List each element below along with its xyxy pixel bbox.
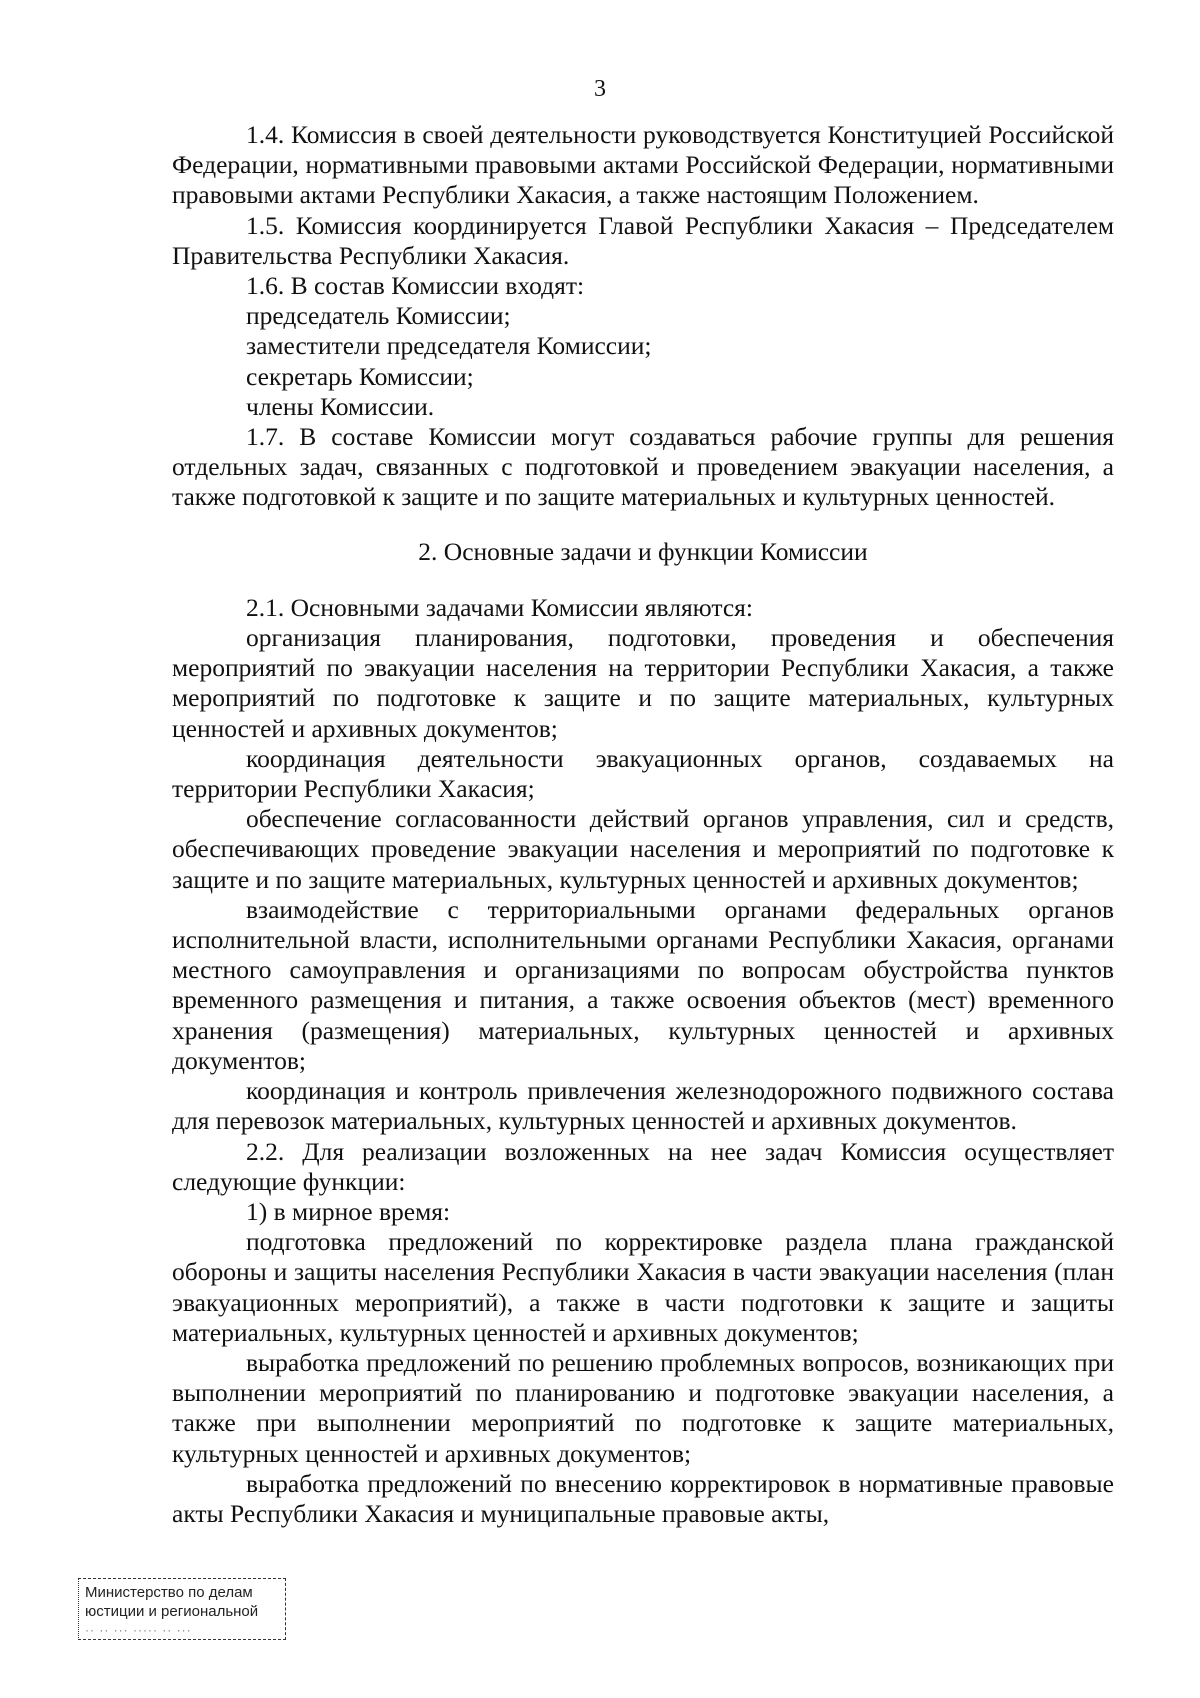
task-item: координация деятельности эвакуационных органов, создаваемых на территории Республики Хакасия; [172, 743, 1114, 804]
task-item: координация и контроль привлечения железнодорожного подвижного состава для перевозок материальных, культурных ценностей и архивных документов. [172, 1076, 1114, 1136]
paragraph-1-4: 1.4. Комиссия в своей деятельности руководствуется Конституцией Российской Федерации, нормативными правовыми актами Российской Федерации, нормативными правовыми актами Республики Хакасия, а также настоящим Положением. [172, 120, 1114, 210]
list-item-chairman: председатель Комиссии; [246, 301, 511, 331]
paragraph-1-5: 1.5. Комиссия координируется Главой Республики Хакасия – Председателем Правительства Республики Хакасия. [172, 210, 1114, 270]
function-item: выработка предложений по внесению корректировок в нормативные правовые акты Республики Хакасия и муниципальные правовые акты, [172, 1468, 1114, 1528]
paragraph-1-6: 1.6. В состав Комиссии входят: [246, 271, 585, 301]
list-item-members: члены Комиссии. [246, 391, 435, 421]
document-body [172, 120, 1114, 1529]
registration-stamp [78, 1578, 286, 1640]
paragraph-2-2: 2.2. Для реализации возложенных на нее задач Комиссия осуществляет следующие функции: [172, 1136, 1114, 1196]
task-item: взаимодействие с территориальными органами федеральных органов исполнительной власти, исполнительными органами Республики Хакасия, органами местного самоуправления и организациями по вопросам обустройства пунктов временного размещения и питания, а также освоения объектов (мест) временного хранения (размещения) материальных, культурных ценностей и архивных документов; [172, 894, 1114, 1075]
stamp-line: ·· ·· ··· ····· ·· ··· [85, 1623, 192, 1637]
paragraph-2-1: 2.1. Основными задачами Комиссии являются: [246, 592, 753, 622]
function-item: выработка предложений по решению проблемных вопросов, возникающих при выполнении мероприятий по планированию и подготовке эвакуации населения, а также при выполнении мероприятий по подготовке к защите материальных, культурных ценностей и архивных документов; [172, 1347, 1114, 1468]
list-item-secretary: секретарь Комиссии; [246, 361, 474, 391]
stamp-line: Министерство по делам [85, 1584, 253, 1601]
list-item-deputies: заместители председателя Комиссии; [246, 331, 652, 361]
page-number: 3 [594, 76, 606, 102]
function-item: подготовка предложений по корректировке раздела плана гражданской обороны и защиты населения Республики Хакасия в части эвакуации населения (план эвакуационных мероприятий), а также в части подготовки к защите и защиты материальных, культурных ценностей и архивных документов; [172, 1227, 1114, 1347]
paragraph-1-7: 1.7. В составе Комиссии могут создаваться рабочие группы для решения отдельных задач, связанных с подготовкой и проведением эвакуации населения, а также подготовкой к защите и по защите материальных и культурных ценностей. [172, 422, 1114, 512]
stamp-line: юстиции и региональной [85, 1603, 259, 1620]
task-item: обеспечение согласованности действий органов управления, сил и средств, обеспечивающих проведение эвакуации населения и мероприятий по подготовке к защите и по защите материальных, культурных ценностей и архивных документов; [172, 804, 1114, 894]
section-heading: 2. Основные задачи и функции Комиссии [418, 536, 868, 566]
subsection-peacetime: 1) в мирное время: [246, 1196, 451, 1226]
task-item: организация планирования, подготовки, проведения и обеспечения мероприятий по эвакуации населения на территории Республики Хакасия, а также мероприятий по подготовке к защите и по защите материальных, культурных ценностей и архивных документов; [172, 623, 1114, 743]
